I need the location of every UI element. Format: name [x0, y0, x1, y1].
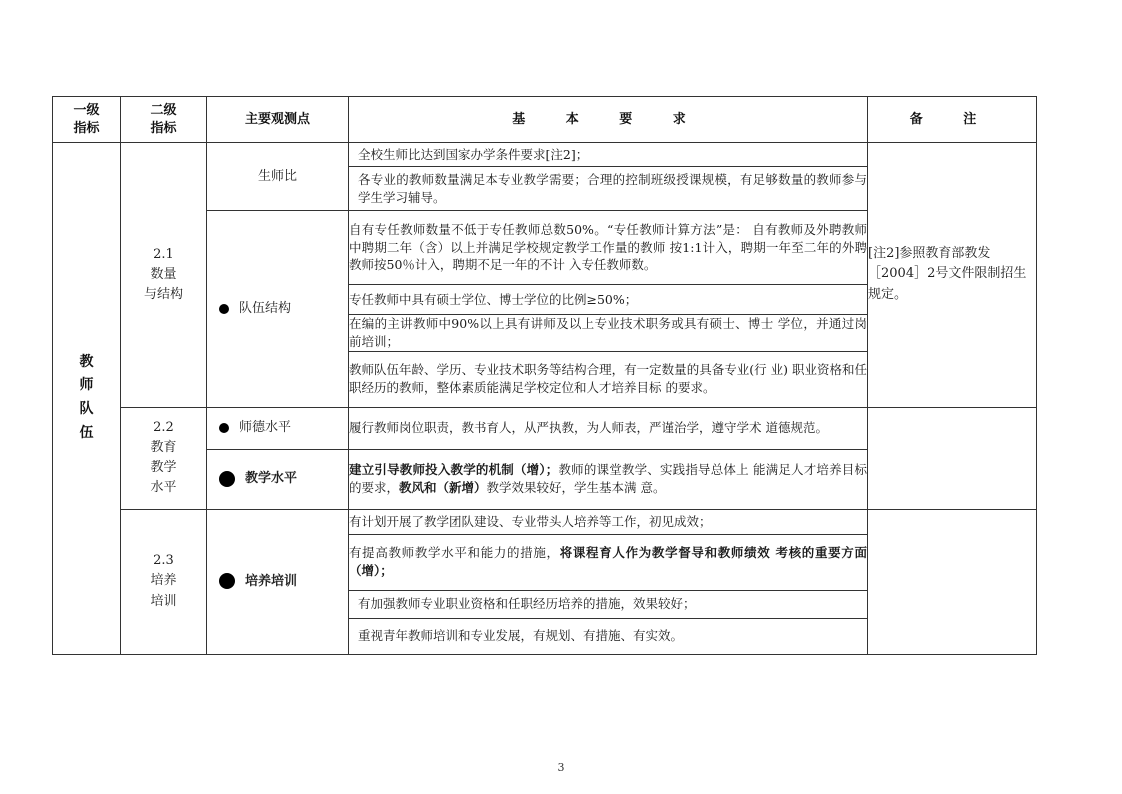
level2-name-line: 培养	[150, 573, 177, 589]
note-cell-empty	[868, 509, 1037, 654]
req-degree-ratio: 专任教师中具有硕士学位、博士学位的比例≥50%；	[349, 285, 868, 315]
req-teacher-count: 各专业的教师数量满足本专业教学需要；合理的控制班级授课规模，有足够数量的教师参与学生学习辅导。	[349, 167, 868, 211]
note-cell-empty	[868, 407, 1037, 509]
note-cell: [注2]参照教育部教发［2004］2号文件限制招生规定。	[868, 143, 1037, 408]
level2-name-line: 教育	[150, 439, 177, 455]
level2-name-line: 水平	[150, 480, 177, 496]
evaluation-table	[52, 96, 1037, 655]
obs-student-teacher-ratio: 生师比	[207, 143, 349, 211]
table-row	[53, 407, 1037, 449]
req-lecturer-title: 在编的主讲教师中90%以上具有讲师及以上专业技术职务或具有硕士、博士 学位，并通过岗前培训；	[349, 315, 868, 352]
req-bold-text: 建立引导教师投入教学的机制（增）；	[349, 462, 559, 478]
level2-index: 2.2	[153, 419, 174, 435]
level1-char: 教	[79, 353, 94, 370]
page-number: 3	[557, 761, 565, 774]
req-teaching-mechanism	[349, 449, 868, 509]
req-text: 教学效果较好，学生基本满 意。	[486, 480, 666, 495]
req-text: 有提高教师教学水平和能力的措施，	[349, 545, 560, 561]
header-notes: 备 注	[868, 97, 1037, 143]
obs-team-structure	[207, 211, 349, 408]
level2-name-line: 教学	[150, 460, 177, 475]
req-team-composition: 教师队伍年龄、学历、专业技术职务等结构合理，有一定数量的具备专业(行 业) 职业资格和任职经历的教师，整体素质能满足学校定位和人才培养目标 的要求。	[349, 351, 868, 407]
level2-name-line: 与结构	[143, 286, 183, 302]
table-header-row	[53, 97, 1037, 143]
bullet-icon	[219, 573, 235, 589]
req-bold-text: 教风和（新增）	[399, 480, 487, 495]
obs-training	[207, 509, 349, 654]
req-text: 教师的课堂教学、实践指导总体上 能满足人才培养目标的要求，	[349, 462, 867, 495]
level1-teacher-team	[53, 143, 121, 655]
level2-quantity-structure	[121, 143, 207, 408]
req-qualification: 有加强教师专业职业资格和任职经历培养的措施，效果较好；	[349, 590, 868, 618]
bullet-icon	[219, 423, 229, 433]
level2-index: 2.1	[153, 246, 174, 262]
obs-teaching-level	[207, 449, 349, 509]
bullet-icon	[219, 471, 235, 487]
header-level2	[121, 97, 207, 143]
level2-training	[121, 509, 207, 654]
obs-teacher-ethics	[207, 407, 349, 449]
header-level1	[53, 97, 121, 143]
level1-char: 伍	[79, 425, 94, 442]
level2-teaching-level	[121, 407, 207, 509]
obs-label: 培养培训	[245, 573, 298, 589]
level1-char: 队	[79, 401, 94, 418]
header-level2-line2: 指标	[150, 120, 177, 136]
obs-label: 教学水平	[245, 471, 298, 487]
req-ethics: 履行教师岗位职责，教书育人，从严执教，为人师表，严谨治学，遵守学术 道德规范。	[349, 407, 868, 449]
obs-label: 队伍结构	[239, 300, 292, 316]
req-bold-text: 将课程育人作为教学督导和教师绩效 考核的重要方面（增）；	[349, 545, 867, 578]
level1-char: 师	[79, 377, 94, 394]
obs-label: 师德水平	[239, 420, 292, 436]
req-team-building: 有计划开展了教学团队建设、专业带头人培养等工作，初见成效；	[349, 509, 868, 534]
header-level2-line1: 二级	[150, 102, 177, 118]
header-requirements: 基 本 要 求	[349, 97, 868, 143]
table-row	[53, 509, 1037, 534]
header-level1-line2: 指标	[73, 120, 100, 136]
level2-name-line: 数量	[150, 266, 177, 282]
level2-name-line: 培训	[150, 593, 177, 609]
bullet-icon	[219, 304, 229, 314]
level2-index: 2.3	[153, 553, 174, 569]
header-observation: 主要观测点	[207, 97, 349, 143]
req-young-teachers: 重视青年教师培训和专业发展，有规划、有措施、有实效。	[349, 618, 868, 654]
header-level1-line1: 一级	[73, 102, 100, 118]
req-teaching-ability	[349, 534, 868, 590]
table-row	[53, 143, 1037, 167]
req-ratio: 全校生师比达到国家办学条件要求[注2]；	[349, 143, 868, 167]
req-fulltime-ratio: 自有专任教师数量不低于专任教师总数50%。“专任教师计算方法”是： 自有教师及外聘教师中聘期二年（含）以上并满足学校规定教学工作量的教师 按1:1计入，聘期一年至二年的外聘教师按50％计入，聘期不足一年的不计 入专任教师数。	[349, 211, 868, 285]
